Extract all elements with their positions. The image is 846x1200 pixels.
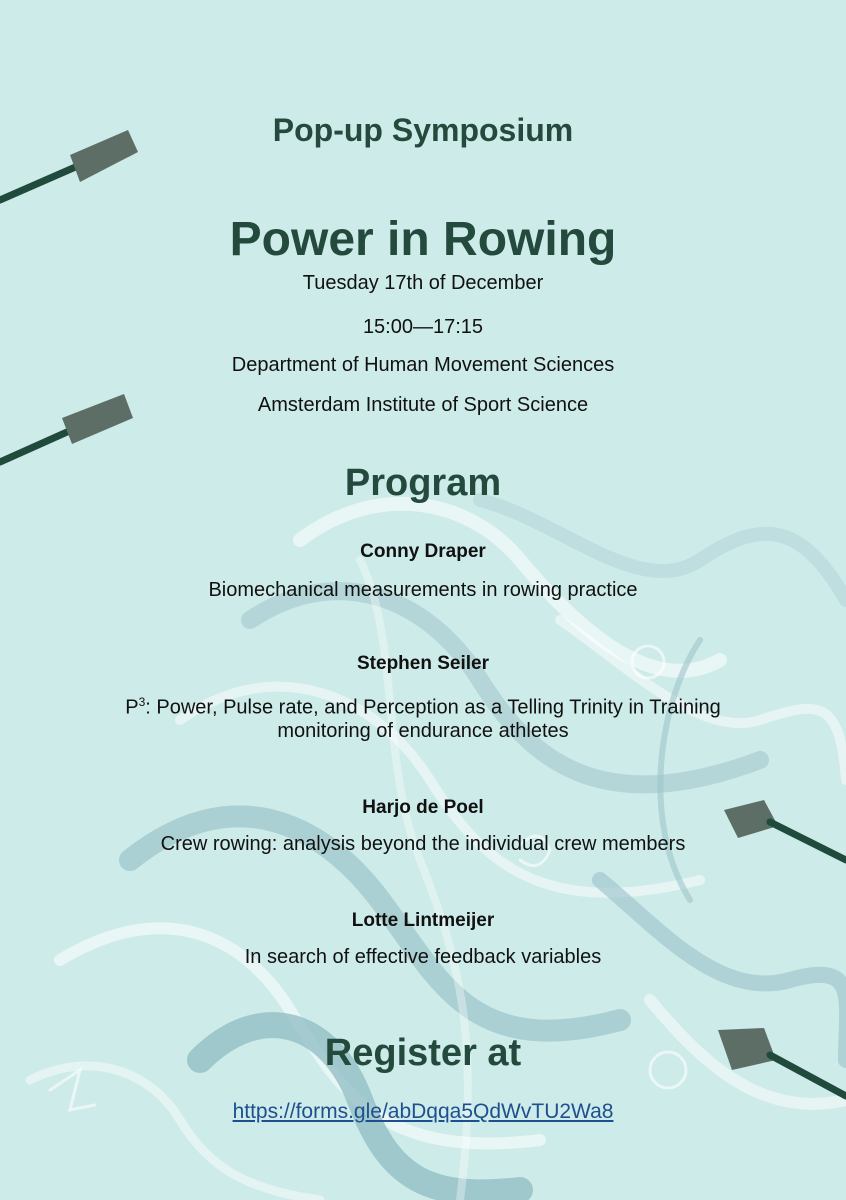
program-heading: Program — [344, 462, 502, 504]
event-title: Power in Rowing — [229, 213, 617, 266]
talk-title-line2: monitoring of endurance athletes — [277, 720, 569, 742]
talk-prefix: P — [125, 696, 139, 719]
speaker-name: Harjo de Poel — [362, 797, 484, 818]
talk-title: In search of effective feedback variables — [244, 946, 602, 968]
department: Department of Human Movement Sciences — [231, 354, 615, 376]
speaker-name: Stephen Seiler — [357, 653, 489, 674]
event-date: Tuesday 17th of December — [302, 272, 544, 294]
event-time: 15:00—17:15 — [362, 316, 484, 338]
institute: Amsterdam Institute of Sport Science — [257, 394, 589, 416]
talk-superscript: 3 — [138, 695, 146, 709]
pre-title: Pop-up Symposium — [272, 112, 574, 148]
register-heading: Register at — [324, 1032, 522, 1074]
register-link-container — [0, 1100, 846, 1124]
talk-title: Biomechanical measurements in rowing practice — [208, 579, 638, 601]
register-link[interactable]: https://forms.gle/abDqqa5QdWvTU2Wa8 — [232, 1100, 614, 1123]
speaker-name: Conny Draper — [360, 541, 486, 562]
speaker-name: Lotte Lintmeijer — [351, 910, 495, 931]
talk-title: Crew rowing: analysis beyond the individual crew members — [160, 833, 686, 855]
talk-title-line1: : Power, Pulse rate, and Perception as a Telling Trinity in Training — [145, 696, 721, 719]
